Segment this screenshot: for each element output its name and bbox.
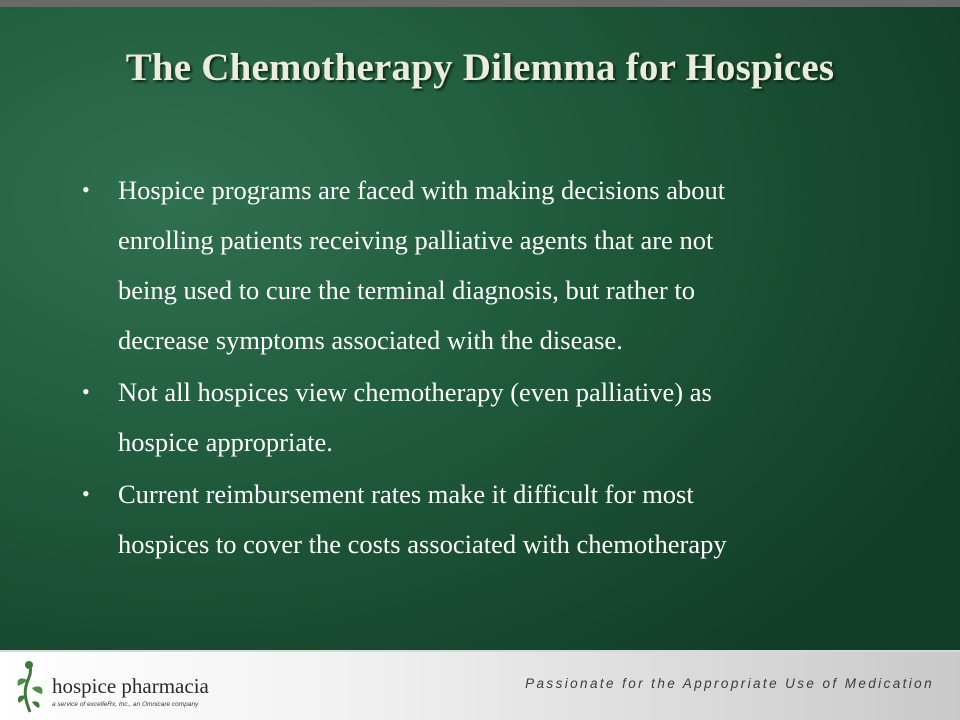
- logo-name: hospice pharmacia: [52, 674, 209, 698]
- bullet-dot: •: [82, 481, 90, 506]
- top-border-bar: [0, 0, 960, 7]
- footer-bar: [0, 652, 960, 720]
- logo-tagline: a service of excelleRx, Inc., an Omnicare company: [52, 701, 199, 708]
- bullet-line: decrease symptoms associated with the disease.: [118, 325, 623, 355]
- bullet-line: Current reimbursement rates make it difficult for most: [118, 479, 694, 509]
- bullet-line: hospice appropriate.: [118, 427, 333, 457]
- bullet-item: [78, 367, 878, 467]
- bullet-line: being used to cure the terminal diagnosis, but rather to: [118, 275, 695, 305]
- bullet-dot: •: [82, 177, 90, 202]
- bullet-line: hospices to cover the costs associated with chemotherapy: [118, 529, 727, 559]
- bullet-item: [78, 165, 878, 365]
- hospice-pharmacia-logo: [12, 656, 222, 716]
- bullet-list: [78, 165, 878, 571]
- leaf-figure-icon: [12, 658, 48, 714]
- slide-title: The Chemotherapy Dilemma for Hospices: [125, 46, 835, 89]
- bullet-item: [78, 469, 878, 569]
- footer-tagline: Passionate for the Appropriate Use of Medication: [525, 676, 934, 691]
- bullet-line: Hospice programs are faced with making decisions about: [118, 175, 726, 205]
- bullet-dot: •: [82, 379, 90, 404]
- bullet-line: enrolling patients receiving palliative agents that are not: [118, 225, 714, 255]
- slide-body: [0, 7, 960, 650]
- bullet-line: Not all hospices view chemotherapy (even palliative) as: [118, 377, 712, 407]
